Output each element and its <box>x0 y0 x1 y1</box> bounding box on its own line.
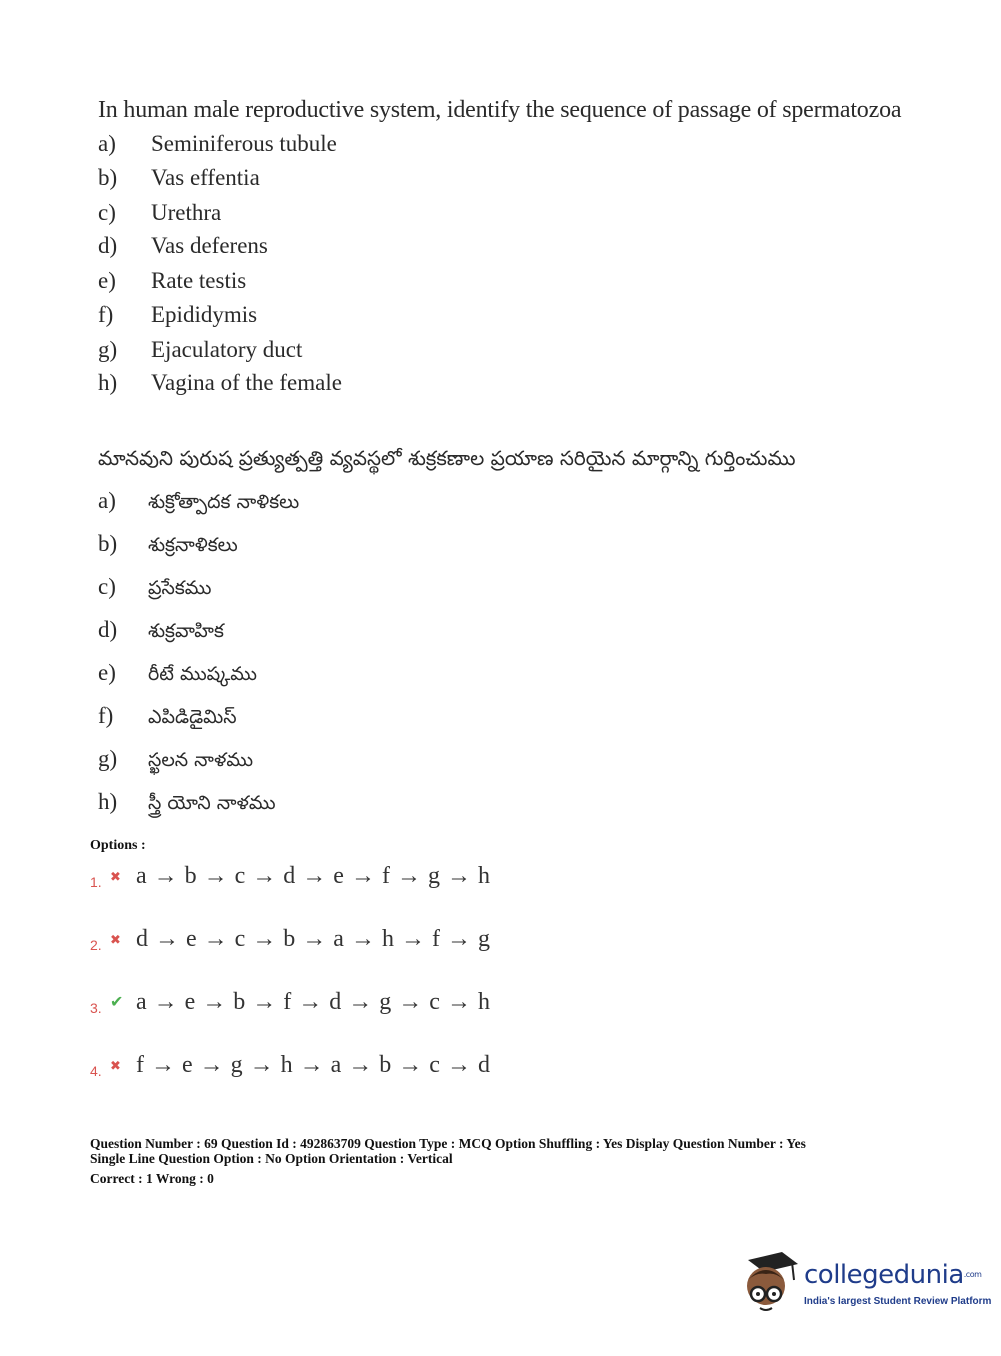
option-2[interactable] <box>90 926 490 953</box>
question-meta-line1: Question Number : 69 Question Id : 492863709 Question Type : MCQ Option Shuffling : Yes Display Question Number : Yes <box>90 1136 806 1151</box>
cross-icon: ✖ <box>110 1058 121 1073</box>
question-item: e) Rate testis <box>98 268 247 293</box>
options-heading: Options : <box>90 838 146 853</box>
option-sequence: d → e → c → b → a → h → f → g <box>136 926 491 952</box>
check-icon: ✔ <box>110 994 124 1011</box>
option-number: 4. <box>90 1063 102 1079</box>
question-item: c) Urethra <box>98 200 222 225</box>
telugu-item: f) ఎపిడిడైమిస్ <box>98 703 237 728</box>
telugu-item: b) శుక్రనాళికలు <box>98 531 238 556</box>
question-meta-line2: Single Line Question Option : No Option Orientation : Vertical <box>90 1151 453 1166</box>
question-item: h) Vagina of the female <box>98 370 342 395</box>
collegedunia-logo[interactable] <box>742 1250 992 1320</box>
question-item: f) Epididymis <box>98 302 258 327</box>
mascot-icon <box>742 1250 802 1320</box>
option-sequence: a → e → b → f → d → g → c → h <box>136 989 491 1015</box>
telugu-item: g) స్ఖలన నాళము <box>98 746 254 771</box>
question-result: Correct : 1 Wrong : 0 <box>90 1171 214 1186</box>
question-item: a) Seminiferous tubule <box>98 131 337 156</box>
option-number: 3. <box>90 1000 102 1016</box>
brand-name: collegedunia$^{.com}$ <box>804 1260 982 1290</box>
question-text: In human male reproductive system, identify the sequence of passage of spermatozoa <box>98 97 902 123</box>
telugu-item: a) శుక్రోత్పాదక నాళికలు <box>98 488 300 513</box>
cross-icon: ✖ <box>110 869 121 884</box>
option-4[interactable] <box>90 1052 490 1079</box>
option-number: 2. <box>90 937 102 953</box>
telugu-item: e) రీటే ముష్కము <box>98 660 257 685</box>
question-item: g) Ejaculatory duct <box>98 337 303 362</box>
option-3[interactable] <box>90 989 490 1016</box>
option-sequence: f → e → g → h → a → b → c → d <box>136 1052 491 1078</box>
telugu-item: d) శుక్రవాహిక <box>98 617 224 642</box>
option-sequence: a → b → c → d → e → f → g → h <box>136 863 491 889</box>
option-1[interactable] <box>90 863 490 890</box>
telugu-item: c) ప్రసేకము <box>98 574 212 599</box>
question-item: d) Vas deferens <box>98 233 268 258</box>
question-text-telugu: మానవుని పురుష ప్రత్యుత్పత్తి వ్యవస్థలో శుక్రకణాల ప్రయాణ సరియైన మార్గాన్ని గుర్తించుము <box>98 446 796 470</box>
telugu-item: h) స్త్రీ యోని నాళము <box>98 789 276 814</box>
cross-icon: ✖ <box>110 932 121 947</box>
brand-tagline: India's largest Student Review Platform <box>804 1296 992 1307</box>
option-number: 1. <box>90 874 102 890</box>
question-item: b) Vas effentia <box>98 165 260 190</box>
